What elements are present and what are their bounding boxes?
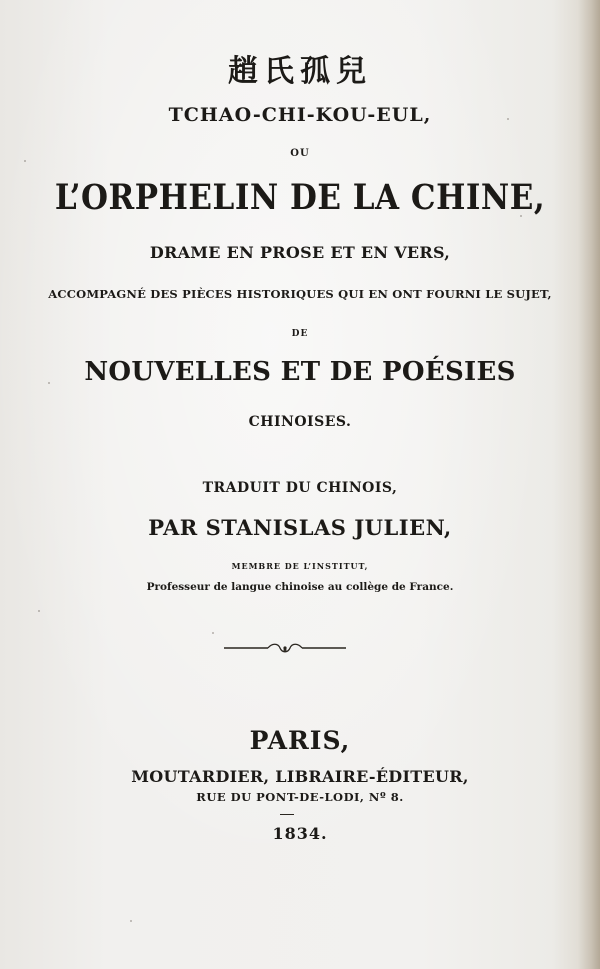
paper-speck bbox=[520, 215, 522, 217]
imprint-year: 1834. bbox=[272, 824, 328, 843]
secondary-title: NOUVELLES ET DE POÉSIES bbox=[84, 357, 516, 387]
chinese-title: 趙氏孤兒 bbox=[228, 54, 372, 89]
main-title: L’ORPHELIN DE LA CHINE, bbox=[54, 177, 546, 219]
decorative-flourish-icon bbox=[222, 641, 348, 655]
romanized-title: TCHAO-CHI-KOU-EUL, bbox=[168, 104, 432, 126]
author-role-professor: Professeur de langue chinoise au collège de France. bbox=[146, 581, 454, 593]
author-role-institut: MEMBRE DE L’INSTITUT, bbox=[231, 561, 369, 571]
paper-speck bbox=[130, 920, 132, 922]
conjunction-ou: OU bbox=[290, 148, 310, 159]
accompanied-line: ACCOMPAGNÉ DES PIÈCES HISTORIQUES QUI EN ONT FOURNI LE SUJET, bbox=[48, 287, 552, 301]
secondary-title-continued: CHINOISES. bbox=[248, 414, 352, 430]
imprint-place: PARIS, bbox=[249, 726, 351, 755]
paper-speck bbox=[212, 632, 214, 634]
paper-speck bbox=[48, 382, 50, 384]
paper-speck bbox=[24, 160, 26, 162]
paper-speck bbox=[38, 610, 40, 612]
paper-speck bbox=[507, 118, 509, 120]
imprint-publisher: MOUTARDIER, LIBRAIRE-ÉDITEUR, bbox=[131, 767, 469, 786]
translated-line: TRADUIT DU CHINOIS, bbox=[202, 480, 398, 496]
subtitle: DRAME EN PROSE ET EN VERS, bbox=[149, 243, 451, 262]
author-line: PAR STANISLAS JULIEN, bbox=[148, 515, 452, 540]
imprint-rule bbox=[280, 814, 294, 815]
preposition-de: DE bbox=[291, 329, 309, 339]
imprint-address: RUE DU PONT-DE-LODI, Nº 8. bbox=[196, 790, 404, 804]
